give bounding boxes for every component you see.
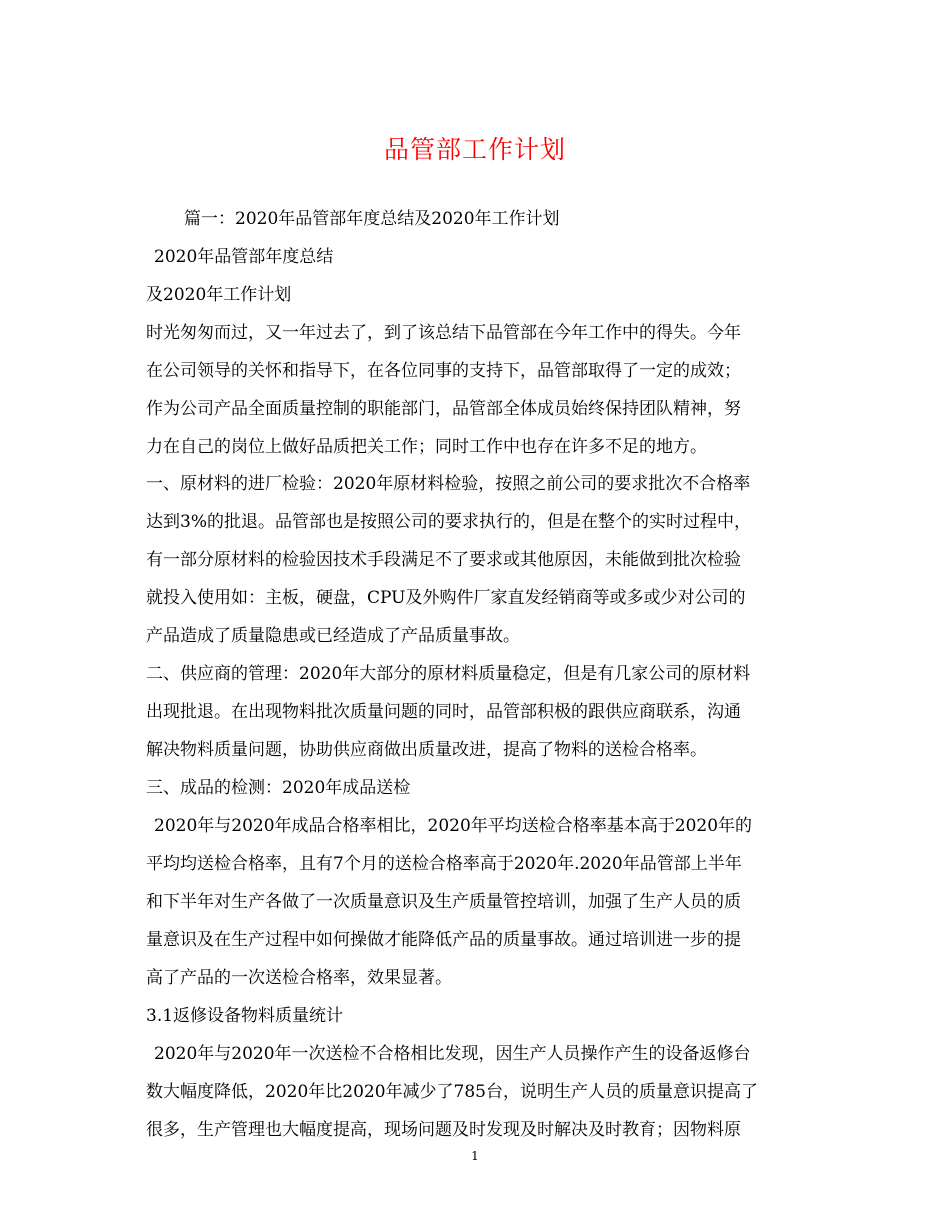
text-line: 有一部分原材料的检验因技术手段满足不了要求或其他原因，未能做到批次检验 — [146, 550, 741, 570]
text-line: 一、原材料的进厂检验：2020年原材料检验，按照之前公司的要求批次不合格率 — [146, 474, 751, 494]
text-line: 三、成品的检测：2020年成品送检 — [146, 778, 411, 798]
text-line: 高了产品的一次送检合格率，效果显著。 — [146, 968, 452, 988]
text-line: 达到3%的批退。品管部也是按照公司的要求执行的，但是在整个的实时过程中， — [146, 512, 751, 532]
section-heading-line: 篇一：2020年品管部年度总结及2020年工作计划 — [184, 209, 560, 229]
text-line: 时光匆匆而过，又一年过去了，到了该总结下品管部在今年工作中的得失。今年 — [146, 323, 741, 343]
text-line: 出现批退。在出现物料批次质量问题的同时，品管部积极的跟供应商联系，沟通 — [146, 702, 741, 722]
text-line: 就投入使用如：主板，硬盘，CPU及外购件厂家直发经销商等或多或少对公司的 — [146, 588, 746, 608]
text-line: 很多，生产管理也大幅度提高，现场问题及时发现及时解决及时教育；因物料原 — [146, 1120, 741, 1140]
page-number: 1 — [471, 1149, 479, 1163]
text-line: 和下半年对生产各做了一次质量意识及生产质量管控培训，加强了生产人员的质 — [146, 892, 741, 912]
text-line: 量意识及在生产过程中如何操做才能降低产品的质量事故。通过培训进一步的提 — [146, 930, 741, 950]
text-line: 产品造成了质量隐患或已经造成了产品质量事故。 — [146, 626, 520, 646]
text-line: 解决物料质量问题，协助供应商做出质量改进，提高了物料的送检合格率。 — [146, 740, 707, 760]
text-line: 2020年与2020年成品合格率相比，2020年平均送检合格率基本高于2020年的 — [154, 816, 753, 836]
text-line: 及2020年工作计划 — [146, 285, 292, 305]
text-line: 力在自己的岗位上做好品质把关工作；同时工作中也存在许多不足的地方。 — [146, 437, 707, 457]
text-line: 2020年品管部年度总结 — [154, 247, 334, 267]
text-line: 作为公司产品全面质量控制的职能部门，品管部全体成员始终保持团队精神，努 — [146, 399, 741, 419]
text-line: 平均均送检合格率，且有7个月的送检合格率高于2020年.2020年品管部上半年 — [146, 854, 742, 874]
text-line: 3.1返修设备物料质量统计 — [146, 1006, 344, 1026]
text-line: 在公司领导的关怀和指导下，在各位同事的支持下，品管部取得了一定的成效； — [146, 361, 741, 381]
text-line: 2020年与2020年一次送检不合格相比发现，因生产人员操作产生的设备返修台 — [154, 1044, 751, 1064]
document-title: 品管部工作计划 — [383, 135, 566, 164]
text-line: 二、供应商的管理：2020年大部分的原材料质量稳定，但是有几家公司的原材料 — [146, 664, 751, 684]
text-line: 数大幅度降低，2020年比2020年减少了785台，说明生产人员的质量意识提高了 — [146, 1082, 758, 1102]
